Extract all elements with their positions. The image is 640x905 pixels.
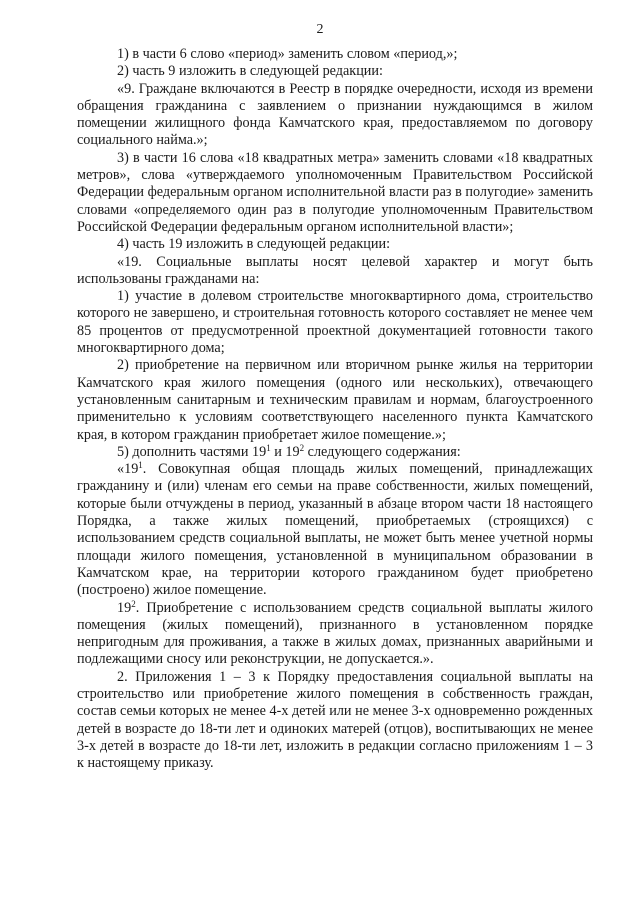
document-body (77, 46, 593, 772)
text-segment: . Совокупная общая площадь жилых помещений, принадлежащих гражданину и (или) членам его семьи на праве собственности, жилых помещений, которые были отчуждены в период, указанный в абзаце втором части 18 настоящего Порядка, а также жилых помещений, приобретаемых (строящихся) с использованием средств социальной выплаты, не может быть менее учетной нормы площади жилого помещения, установленной в муниципальном образовании в Камчатском крае, на территории которого гражданином будет приобретено (построено) жилое помещение. (77, 461, 593, 599)
paragraph-part-19-1-text (77, 461, 593, 599)
paragraph-appendices-amendment: 2. Приложения 1 – 3 к Порядку предоставления социальной выплаты на строительство или приобретение жилого помещения в собственность граждан, состав семьи которых не менее 4-х детей или не менее 3-х одновременно рожденных детей в возрасте до 18-ти лет и одиноких матерей (отцов), воспитывающих не менее 3-х детей в возрасте до 18-ти лет, изложить в редакции согласно приложениям 1 – 3 к настоящему приказу. (77, 668, 593, 772)
superscript: 2 (299, 442, 305, 453)
text-segment: «19 (117, 461, 139, 478)
paragraph-part-19-heading: 4) часть 19 изложить в следующей редакции: (117, 236, 391, 253)
text-segment: 19 (117, 599, 132, 616)
paragraph-item-1: 1) участие в долевом строительстве многоквартирного дома, строительство которого не завершено, и строительная готовность которого составляет не менее чем 85 процентов от предусмотренной проектной документацией готовности такого многоквартирного дома; (77, 288, 593, 357)
superscript: 1 (138, 460, 143, 471)
paragraph-part-19-text: «19. Социальные выплаты носят целевой характер и могут быть использованы гражданами на: (77, 253, 593, 287)
text-segment: 5) дополнить частями 19 (117, 443, 267, 460)
paragraph-part-19-2-text (77, 600, 593, 669)
superscript: 2 (131, 598, 136, 609)
paragraph-part-16-amendment: 3) в части 16 слова «18 квадратных метра» заменить словами «18 квадратных метров», слова «утверждаемого уполномоченным Правительством Российской Федерации федеральным органом исполнительной власти раз в полугодие» заменить словами «определяемого один раз в полугодие уполномоченным Правительством Российской Федерации федеральным органом исполнительной власти»; (77, 149, 593, 235)
text-segment: следующего содержания: (304, 443, 461, 460)
text-segment: и 19 (270, 443, 300, 460)
paragraph-part-9-text: «9. Граждане включаются в Реестр в порядке очередности, исходя из времени обращения гражданина с заявлением о признании нуждающимся в жилом помещении жилищного фонда Камчатского края, предоставляемом по договору социального найма.»; (77, 80, 593, 149)
paragraph-parts-19-1-2-heading (77, 444, 593, 461)
paragraph-part-6-amendment: 1) в части 6 слово «период» заменить словом «период,»; (117, 46, 458, 62)
text-segment: . Приобретение с использованием средств социальной выплаты жилого помещения (жилых помещений), признанного в установленном порядке непригодным для проживания, а также в жилых домах, признанных аварийными и подлежащими сносу или реконструкции, не допускается.». (77, 599, 593, 668)
paragraph-part-9-heading: 2) часть 9 изложить в следующей редакции: (117, 63, 383, 80)
page-number: 2 (316, 22, 324, 37)
superscript: 1 (266, 442, 271, 453)
paragraph-item-2: 2) приобретение на первичном или вторичном рынке жилья на территории Камчатского края жилого помещения (одного или нескольких), отвечающего установленным санитарным и техническим правилам и нормам, благоустроенного применительно к условиям соответствующего населенного пункта Камчатского края, в котором гражданин приобретает жилое помещение.»; (77, 357, 593, 443)
